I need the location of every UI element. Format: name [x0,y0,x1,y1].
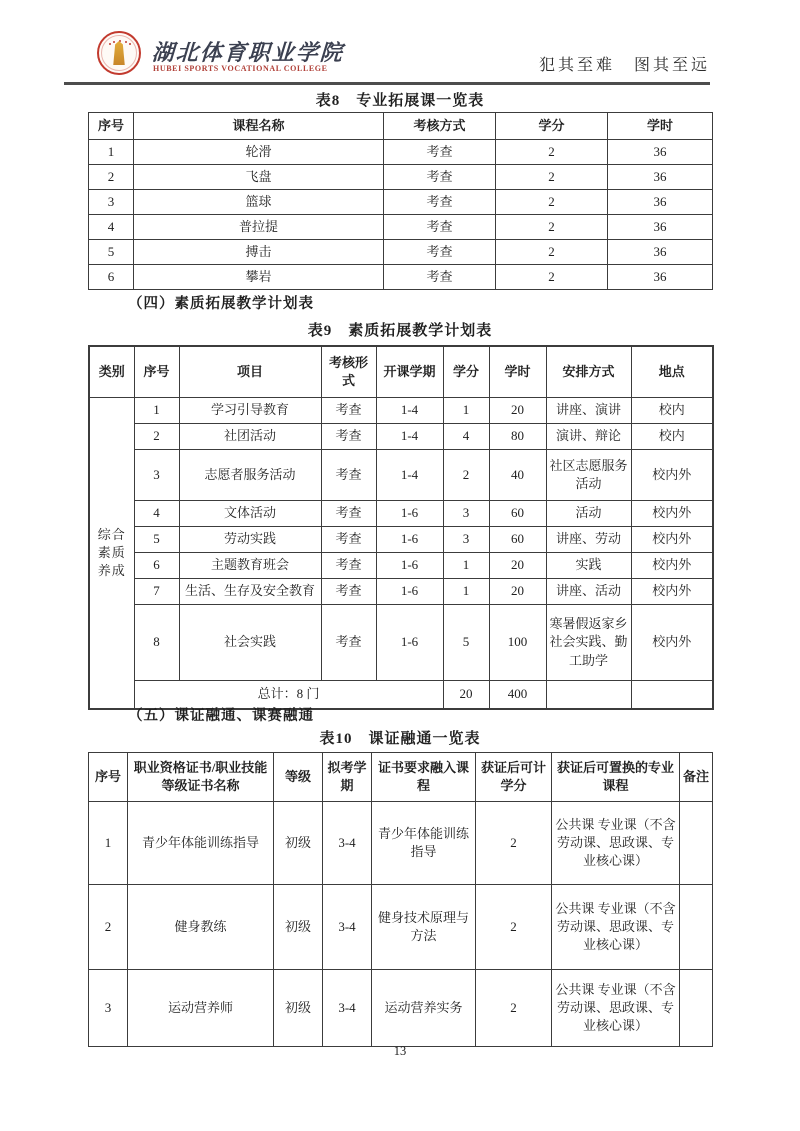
table-cell: 健身教练 [128,885,274,970]
column-header: 安排方式 [546,346,631,398]
column-header: 学分 [443,346,489,398]
table-cell: 考查 [384,140,496,165]
table-cell: 活动 [546,501,631,527]
table-cell: 公共课 专业课（不含劳动课、思政课、专业核心课） [552,970,680,1047]
table-cell: 5 [89,240,134,265]
table-cell: 2 [134,424,179,450]
table-cell: 考查 [321,424,376,450]
table-row [89,579,713,605]
table-cell: 学习引导教育 [179,398,321,424]
table-cell: 1 [443,553,489,579]
table-cell: 初级 [274,885,323,970]
table-row [89,970,713,1047]
column-header: 考核形式 [321,346,376,398]
column-header: 学时 [489,346,546,398]
table-cell: 校内外 [631,450,713,501]
table-certificate-integration [88,752,713,1047]
table-cell: 青少年体能训练指导 [128,802,274,885]
table-cell: 校内外 [631,501,713,527]
table-cell: 3 [443,527,489,553]
table-cell: 3-4 [323,970,372,1047]
column-header: 获证后可置换的专业课程 [552,753,680,802]
section5-heading: （五）课证融通、课赛融通 [128,708,314,724]
table-cell: 2 [476,802,552,885]
table-cell: 校内外 [631,553,713,579]
table-cell: 篮球 [134,190,384,215]
empty-cell [680,885,713,970]
total-label-cell: 总计：8 门 [134,681,443,710]
table-cell: 2 [496,190,608,215]
category-merged-cell: 综合素质养成 [89,398,134,710]
table-row [89,190,713,215]
table-cell: 3 [134,450,179,501]
table-cell: 实践 [546,553,631,579]
table-row [89,398,713,424]
table-cell: 2 [496,265,608,290]
table-cell: 6 [89,265,134,290]
table9-title: 表9 素质拓展教学计划表 [307,323,493,339]
table-cell: 20 [489,553,546,579]
table-row [89,802,713,885]
table-cell: 2 [496,240,608,265]
table-cell: 生活、生存及安全教育 [179,579,321,605]
table-cell: 40 [489,450,546,501]
table-cell: 7 [134,579,179,605]
column-header: 类别 [89,346,134,398]
total-credits-cell: 20 [443,681,489,710]
column-header: 序号 [134,346,179,398]
table-cell: 1-4 [376,398,443,424]
empty-cell [680,970,713,1047]
table8-header-row [89,113,713,140]
empty-cell [546,681,631,710]
table-cell: 36 [608,215,713,240]
table-cell: 公共课 专业课（不含劳动课、思政课、专业核心课） [552,885,680,970]
column-header: 序号 [89,113,134,140]
table-row [89,215,713,240]
table-cell: 演讲、辩论 [546,424,631,450]
table-cell: 运动营养师 [128,970,274,1047]
table-cell: 5 [443,605,489,681]
table-cell: 社团活动 [179,424,321,450]
table-row [89,140,713,165]
column-header: 开课学期 [376,346,443,398]
table8-title: 表8 专业拓展课一览表 [315,93,485,109]
table-cell: 3-4 [323,802,372,885]
table-cell: 校内外 [631,605,713,681]
header-divider [64,82,710,85]
table-cell: 4 [443,424,489,450]
table-cell: 普拉提 [134,215,384,240]
college-name-chinese: 湖北体育职业学院 [151,40,345,65]
column-header: 学时 [608,113,713,140]
column-header: 获证后可计学分 [476,753,552,802]
table-cell: 考查 [321,450,376,501]
table-cell: 考查 [384,165,496,190]
table-cell: 1-6 [376,553,443,579]
table-cell: 初级 [274,802,323,885]
table-cell: 4 [89,215,134,240]
table-cell: 2 [496,215,608,240]
table-cell: 考查 [321,527,376,553]
table-cell: 36 [608,190,713,215]
page-number: 13 [393,1044,407,1058]
table-row [89,501,713,527]
table-row [89,885,713,970]
table-cell: 搏击 [134,240,384,265]
table-cell: 讲座、劳动 [546,527,631,553]
table10-title: 表10 课证融通一览表 [319,731,481,747]
table-cell: 36 [608,240,713,265]
table-cell: 20 [489,398,546,424]
table-cell: 2 [476,970,552,1047]
table-cell: 1 [134,398,179,424]
table-cell: 80 [489,424,546,450]
table-cell: 1-6 [376,605,443,681]
table-row [89,265,713,290]
seal-arc-text-decoration [119,40,121,42]
table-cell: 校内外 [631,527,713,553]
table-cell: 考查 [321,398,376,424]
table-cell: 36 [608,140,713,165]
table-cell: 1-6 [376,501,443,527]
header-motto: 犯其至难 图其至远 [538,57,710,74]
column-header: 职业资格证书/职业技能等级证书名称 [128,753,274,802]
table-row [89,605,713,681]
table-cell: 校内 [631,398,713,424]
table-cell: 60 [489,501,546,527]
total-hours-cell: 400 [489,681,546,710]
table-cell: 6 [134,553,179,579]
table-cell: 100 [489,605,546,681]
column-header: 考核方式 [384,113,496,140]
table-cell: 考查 [384,265,496,290]
table-cell: 健身技术原理与方法 [372,885,476,970]
table-cell: 3 [89,190,134,215]
table-row [89,527,713,553]
table-cell: 初级 [274,970,323,1047]
table-cell: 1-4 [376,450,443,501]
table-cell: 劳动实践 [179,527,321,553]
table-cell: 5 [134,527,179,553]
table-cell: 考查 [384,215,496,240]
table-cell: 运动营养实务 [372,970,476,1047]
table-row [89,165,713,190]
table9-header-row [89,346,713,398]
table-cell: 寒暑假返家乡社会实践、勤工助学 [546,605,631,681]
table-quality-development-plan [88,345,714,710]
table-row [89,553,713,579]
table-cell: 志愿者服务活动 [179,450,321,501]
table-cell: 1-4 [376,424,443,450]
table-cell: 校内 [631,424,713,450]
section4-heading: （四）素质拓展教学计划表 [128,296,314,312]
table-cell: 考查 [321,605,376,681]
column-header: 等级 [274,753,323,802]
seal-emblem-icon [111,41,127,65]
table-cell: 3 [443,501,489,527]
empty-cell [680,802,713,885]
table-cell: 36 [608,165,713,190]
table-row [89,450,713,501]
table-cell: 考查 [321,553,376,579]
table-cell: 1 [89,140,134,165]
table-cell: 轮滑 [134,140,384,165]
table-cell: 3-4 [323,885,372,970]
table-cell: 1-6 [376,579,443,605]
column-header: 序号 [89,753,128,802]
table-row [89,240,713,265]
table-cell: 文体活动 [179,501,321,527]
table-cell: 社会实践 [179,605,321,681]
table-cell: 青少年体能训练指导 [372,802,476,885]
table-cell: 公共课 专业课（不含劳动课、思政课、专业核心课） [552,802,680,885]
table-cell: 讲座、活动 [546,579,631,605]
table-cell: 8 [134,605,179,681]
column-header: 地点 [631,346,713,398]
college-seal-icon [97,31,141,75]
college-name-english: HUBEI SPORTS VOCATIONAL COLLEGE [153,64,328,73]
table-cell: 3 [89,970,128,1047]
table-cell: 1 [443,579,489,605]
table-cell: 2 [476,885,552,970]
column-header: 证书要求融入课程 [372,753,476,802]
table-cell: 社区志愿服务活动 [546,450,631,501]
table-cell: 攀岩 [134,265,384,290]
table-cell: 主题教育班会 [179,553,321,579]
table-cell: 60 [489,527,546,553]
column-header: 学分 [496,113,608,140]
table-cell: 考查 [384,190,496,215]
table-cell: 飞盘 [134,165,384,190]
column-header: 课程名称 [134,113,384,140]
table-cell: 校内外 [631,579,713,605]
table-cell: 考查 [321,579,376,605]
table-cell: 1 [443,398,489,424]
table-cell: 2 [496,140,608,165]
table-cell: 1 [89,802,128,885]
column-header: 拟考学期 [323,753,372,802]
table-cell: 2 [443,450,489,501]
table-cell: 20 [489,579,546,605]
table-cell: 1-6 [376,527,443,553]
empty-cell [631,681,713,710]
table-cell: 36 [608,265,713,290]
table-cell: 2 [496,165,608,190]
table10-header-row [89,753,713,802]
table-cell: 考查 [384,240,496,265]
table-cell: 2 [89,885,128,970]
table-cell: 讲座、演讲 [546,398,631,424]
column-header: 备注 [680,753,713,802]
table-cell: 4 [134,501,179,527]
table-cell: 考查 [321,501,376,527]
table-professional-extension-courses [88,112,713,290]
table-cell: 2 [89,165,134,190]
column-header: 项目 [179,346,321,398]
table-row [89,424,713,450]
